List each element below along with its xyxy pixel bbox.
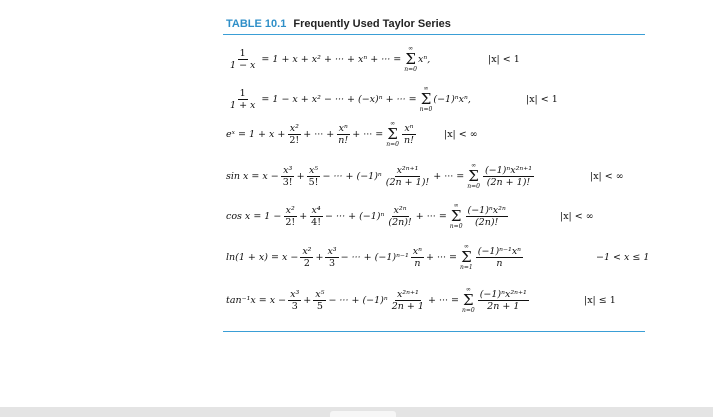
lhs: tan⁻¹x = x − [226, 294, 287, 306]
sum-term: xⁿ, [417, 53, 431, 65]
document-page: TABLE 10.1 Frequently Used Taylor Series $\frac{1}{1 - x}$ = 1 + x + x² + ··· + xⁿ + ··· = ∞ Σ n=0 xⁿ, |x| < 1 $\frac{1}{1 + x}$ = 1 − x + x² − ··· + (−x)ⁿ + ··· = ∞ Σ n=0 (−1)ⁿxⁿ, |x| < 1 eˣ = 1 + x + $\frac{\text{x²}}{2!}$ + ··· + $\frac{\text{xⁿ}}{n!}$ + ··· = ∞ Σ n=0 $\frac{\text{xⁿ}}{n!}$ |x| < ∞ sin x = x − $\frac{\text{x³}}{3!}$ + $\frac{\text{x⁵}}{5!}$ − ··· + (−1)ⁿ $\frac{\text{x²ⁿ⁺¹}}{(2n + 1)!}$ + ··· = ∞ Σ n=0 $\frac{\text{(−1)ⁿx²ⁿ⁺¹}}{(2n + 1)!}$ |x| < ∞ cos x = 1 − $\frac{\text{x²}}{2!}$ + $\frac{\text{x⁴}}{4!}$ − ··· + (−1)ⁿ $\frac{\text{x²ⁿ}}{(2n)!}$ + ··· = ∞ Σ n=0 $\frac{\text{(−1)ⁿx²ⁿ}}{(2n)!}$ |x| < ∞ ln(1 + x) = x − $\frac{\text{x²}}{2}$ + $\frac{\text{x³}}{3}$ − ··· + (−1)ⁿ⁻¹ $\frac{\text{xⁿ}}{n}$ + ··· = ∞ Σ n=1 $\frac{\text{(−1)ⁿ⁻¹xⁿ}}{n}$ −1 < x ≤ 1 tan⁻¹x = x − $\frac{\text{x³}}{3}$ + $\frac{\text{x⁵}}{5}$ − ··· + (−1)ⁿ $\frac{\text{x²ⁿ⁺¹}}{2n + 1}$ + ··· = ∞ Σ n=0 $\frac{\text{(−1)ⁿx²ⁿ⁺¹}}{2n + 1}$ |x| ≤ 1 [0, 0, 713, 407]
term-n: $\frac{\text{x²ⁿ⁺¹}}{(2n + 1)!}$ [385, 164, 430, 188]
summation: ∞ Σ n=0 [404, 45, 417, 73]
convergence-condition: |x| < 1 [488, 53, 520, 65]
term-3: $\frac{\text{x³}}{3}$ [327, 245, 337, 269]
sum-term: $\frac{\text{(−1)ⁿ⁻¹xⁿ}}{n}$ [477, 245, 522, 269]
term-n: $\frac{\text{x²ⁿ}}{(2n)!}$ [388, 204, 412, 228]
ellipsis: − ··· + (−1)ⁿ⁻¹ [340, 251, 409, 263]
term-2: $\frac{\text{x²}}{2!}$ [289, 122, 300, 146]
term-3: $\frac{\text{x⁵}}{5!}$ [308, 164, 319, 188]
convergence-condition: |x| < 1 [526, 93, 558, 105]
lhs: ln(1 + x) = x − [226, 251, 299, 263]
viewer-bottom-tab[interactable] [330, 411, 396, 417]
summation: ∞ Σ n=0 [467, 162, 480, 190]
term-2: $\frac{\text{x²}}{2}$ [302, 245, 312, 269]
ellipsis: − ··· + (−1)ⁿ [325, 210, 385, 222]
table-title [226, 18, 451, 30]
tail: + ··· = [352, 128, 384, 140]
term-n: $\frac{\text{xⁿ}}{n!}$ [338, 122, 349, 146]
sum-term: (−1)ⁿxⁿ, [433, 93, 471, 105]
convergence-condition: |x| < ∞ [590, 170, 624, 182]
expansion: = 1 + x + x² + ··· + xⁿ + ··· = [261, 53, 402, 65]
lhs-fraction: $\frac{1}{1 + x}$ [230, 87, 256, 111]
term-n: $\frac{\text{x²ⁿ⁺¹}}{2n + 1}$ [391, 288, 424, 312]
lhs: eˣ = 1 + x + [226, 128, 286, 140]
term-3: $\frac{\text{x⁵}}{5}$ [315, 288, 325, 312]
bottom-rule [223, 331, 645, 332]
summation: ∞ Σ n=0 [419, 85, 433, 113]
tail: + ··· = [415, 210, 447, 222]
term-2: $\frac{\text{x²}}{2!}$ [285, 204, 296, 228]
term-2: $\frac{\text{x³}}{3!}$ [282, 164, 293, 188]
convergence-condition: −1 < x ≤ 1 [596, 251, 650, 263]
ellipsis: − ··· + (−1)ⁿ [328, 294, 388, 306]
sum-term: $\frac{\text{xⁿ}}{n!}$ [403, 122, 414, 146]
expansion: = 1 − x + x² − ··· + (−x)ⁿ + ··· = [261, 93, 417, 105]
term-3: $\frac{\text{x⁴}}{4!}$ [311, 204, 322, 228]
term-2: $\frac{\text{x³}}{3}$ [290, 288, 300, 312]
convergence-condition: |x| < ∞ [560, 210, 594, 222]
lhs: cos x = 1 − [226, 210, 282, 222]
summation: ∞ Σ n=1 [460, 243, 473, 271]
term-n: $\frac{\text{xⁿ}}{n}$ [412, 245, 422, 269]
tail: + ··· = [425, 251, 458, 263]
summation: ∞ Σ n=0 [449, 202, 463, 230]
convergence-condition: |x| ≤ 1 [584, 294, 616, 306]
lhs: sin x = x − [226, 170, 279, 182]
sum-term: $\frac{\text{(−1)ⁿx²ⁿ⁺¹}}{2n + 1}$ [479, 288, 527, 312]
sum-term: $\frac{\text{(−1)ⁿx²ⁿ⁺¹}}{(2n + 1)!}$ [484, 164, 533, 188]
summation: ∞ Σ n=0 [386, 120, 399, 148]
convergence-condition: |x| < ∞ [444, 128, 478, 140]
lhs-fraction: $\frac{1}{1 - x}$ [230, 47, 256, 71]
tail: + ··· = [427, 294, 459, 306]
table-title-text: Frequently Used Taylor Series [293, 18, 451, 30]
sum-term: $\frac{\text{(−1)ⁿx²ⁿ}}{(2n)!}$ [467, 204, 506, 228]
tail: + ··· = [433, 170, 465, 182]
summation: ∞ Σ n=0 [462, 286, 475, 314]
table-label: TABLE 10.1 [226, 18, 287, 30]
ellipsis: − ··· + (−1)ⁿ [322, 170, 382, 182]
top-rule [223, 34, 645, 35]
ellipsis: + ··· + [303, 128, 335, 140]
